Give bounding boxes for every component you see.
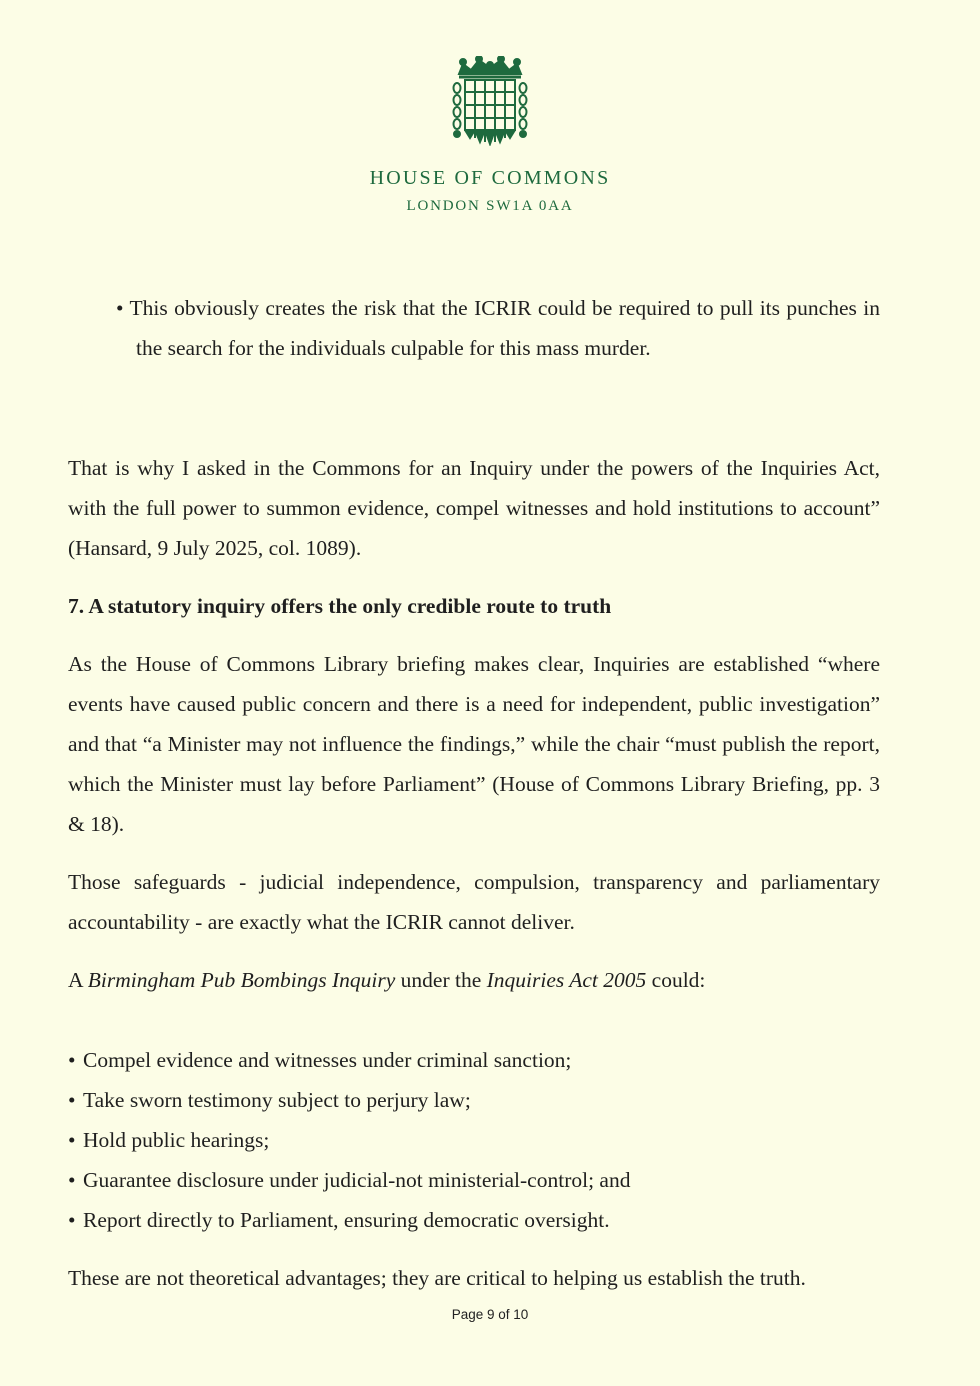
bullet-mark: • <box>68 1048 76 1072</box>
list-item <box>68 1040 880 1080</box>
section-heading: 7. A statutory inquiry offers the only credible route to truth <box>68 594 612 618</box>
list-item <box>68 1080 880 1120</box>
intro-bullet <box>116 288 880 368</box>
house-title: HOUSE OF COMMONS <box>369 167 611 189</box>
paragraph-inquiry-request: That is why I asked in the Commons for an Inquiry under the powers of the Inquiries Act, with the full power to summon evidence, compel witnesses and hold institutions to account” (Hansard, 9 July 2025, col. 1089). <box>68 456 880 560</box>
text-fragment: could: <box>646 968 706 992</box>
bullet-mark: • <box>68 1128 76 1152</box>
list-item-text: Take sworn testimony subject to perjury law; <box>83 1088 471 1112</box>
house-address: LONDON SW1A 0AA <box>406 198 574 214</box>
list-item-text: Hold public hearings; <box>83 1128 270 1152</box>
act-name: Inquiries Act 2005 <box>486 968 647 992</box>
page-number: Page 9 of 10 <box>451 1307 529 1322</box>
inquiry-name: Birmingham Pub Bombings Inquiry <box>87 968 396 992</box>
paragraph-library-briefing: As the House of Commons Library briefing makes clear, Inquiries are established “where events have caused public concern and there is a need for independent, public investigation” and that “a Minister may not influence the findings,” while the chair “must publish the report, which the Minister must lay before Parliament” (House of Commons Library Briefing, pp. 3 & 18). <box>68 652 880 836</box>
paragraph-closing: These are not theoretical advantages; they are critical to helping us establish the truth. <box>68 1266 806 1290</box>
list-item-text: Compel evidence and witnesses under criminal sanction; <box>83 1048 572 1072</box>
list-item <box>68 1120 880 1160</box>
text-fragment: under the <box>395 968 487 992</box>
text-fragment: A <box>68 968 88 992</box>
portcullis-icon <box>451 56 529 146</box>
bullet-mark: • <box>68 1168 76 1192</box>
bullet-mark: • <box>68 1208 76 1232</box>
list-item-text: Guarantee disclosure under judicial-not ministerial-control; and <box>83 1168 631 1192</box>
list-item <box>68 1200 880 1240</box>
intro-bullet-text: This obviously creates the risk that the ICRIR could be required to pull its punches in the search for the individuals culpable for this mass murder. <box>129 296 880 360</box>
list-item-text: Report directly to Parliament, ensuring democratic oversight. <box>83 1208 610 1232</box>
paragraph-safeguards: Those safeguards - judicial independence, compulsion, transparency and parliamentary accountability - are exactly what the ICRIR cannot deliver. <box>68 870 880 934</box>
letterhead <box>0 56 980 214</box>
list-item <box>68 1160 880 1200</box>
capabilities-list <box>68 1040 880 1240</box>
letter-body <box>68 288 880 1298</box>
bullet-mark: • <box>68 1088 76 1112</box>
bullet-mark: • <box>116 296 124 320</box>
paragraph-inquiry-could <box>68 960 880 1000</box>
